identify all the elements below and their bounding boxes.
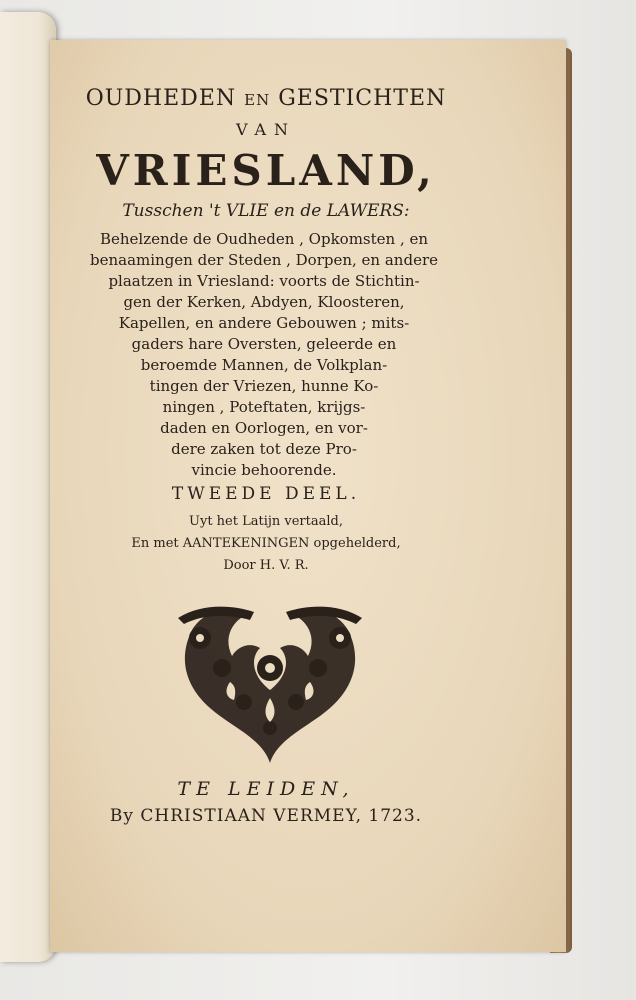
part-label: TWEEDE DEEL.: [171, 484, 361, 504]
body-line: vincie behoorende.: [191, 461, 337, 479]
body-line: Kapellen, en andere Gebouwen ; mits-: [118, 314, 410, 332]
body-line: daden en Oorlogen, en vor-: [160, 419, 368, 437]
title-line-2: VAN: [235, 120, 297, 139]
body-line: gaders hare Oversten, geleerde en: [131, 335, 397, 353]
translated-line: Uyt het Latijn vertaald,: [189, 514, 343, 529]
body-line: plaatzen in Vriesland: voorts de Stichtin-: [108, 272, 420, 290]
imprint-place: TE LEIDEN,: [177, 778, 355, 800]
body-line: Behelzende de Oudheden , Opkomsten , en: [99, 230, 429, 248]
body-line: beroemde Mannen, de Volkplan-: [140, 356, 388, 374]
notes-line: En met AANTEKENINGEN opgehelderd,: [131, 536, 401, 551]
body-line: benaamingen der Steden , Dorpen, en andere: [90, 251, 438, 269]
body-line: dere zaken tot deze Pro-: [171, 440, 357, 458]
title-line-1: OUDHEDEN en GESTICHTEN: [85, 86, 447, 111]
subtitle: Tusschen 't VLIE en de LAWERS:: [122, 201, 410, 221]
imprint-printer: By CHRISTIAAN VERMEY, 1723.: [109, 806, 423, 826]
body-line: gen der Kerken, Abdyen, Kloosteren,: [123, 293, 405, 311]
author-line: Door H. V. R.: [223, 558, 309, 573]
body-line: ningen , Poteftaten, krijgs-: [162, 398, 366, 416]
body-line: tingen der Vriezen, hunne Ko-: [149, 377, 379, 395]
main-title: VRIESLAND,: [96, 146, 436, 195]
floral-ornament: [170, 598, 370, 768]
